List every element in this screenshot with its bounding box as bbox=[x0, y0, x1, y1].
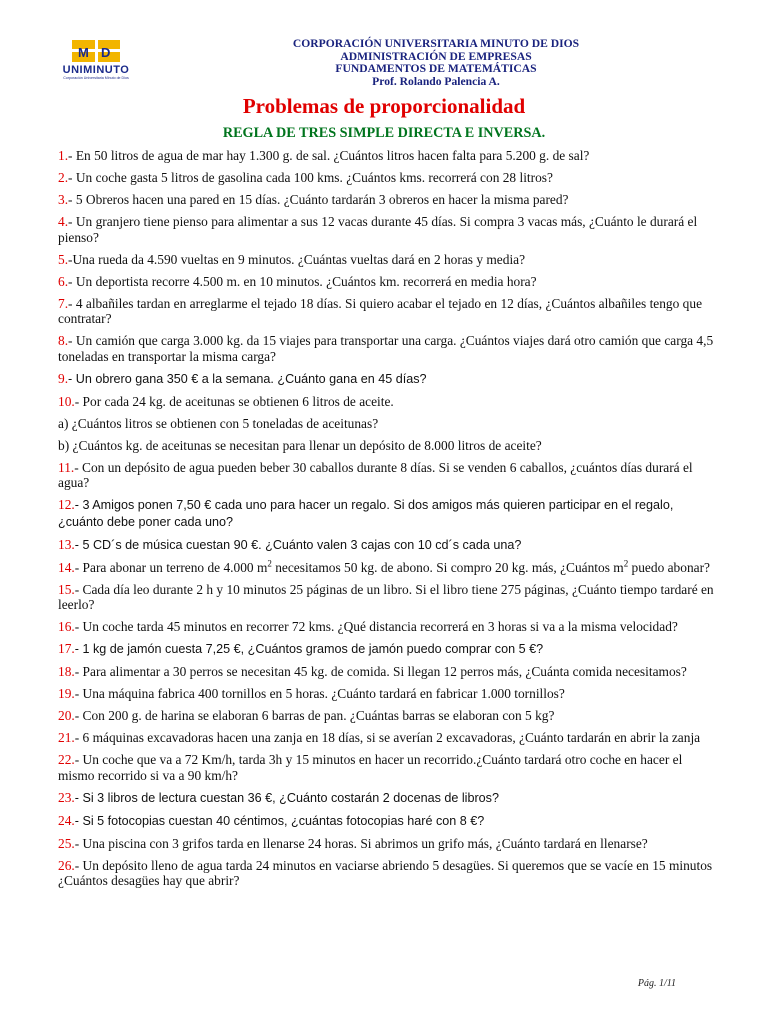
problem-number: 25. bbox=[58, 835, 75, 851]
problem-text: - Un coche tarda 45 minutos en recorrer 72 kms. ¿Qué distancia recorrerá en 3 horas si va a la misma velocidad? bbox=[74, 619, 678, 635]
problem-text: - Por cada 24 kg. de aceitunas se obtienen 6 litros de aceite. bbox=[74, 393, 394, 409]
problem-text: - Una máquina fabrica 400 tornillos en 5 horas. ¿Cuánto tardará en fabricar 1.000 tornillos? bbox=[74, 686, 565, 702]
problem-6 bbox=[58, 274, 722, 290]
problem-10-part-a: a) ¿Cuántos litros se obtienen con 5 toneladas de aceitunas? bbox=[58, 415, 379, 431]
problem-23 bbox=[58, 790, 722, 807]
problem-text: - 6 máquinas excavadoras hacen una zanja en 18 días, si se averían 2 excavadoras, ¿Cuánto tardarán en abrir la zanja bbox=[74, 730, 701, 746]
problem-number: 20. bbox=[58, 708, 75, 724]
problem-text: - En 50 litros de agua de mar hay 1.300 g. de sal. ¿Cuántos litros hacen falta para 5.200 g. de sal? bbox=[68, 148, 590, 163]
problem-14 bbox=[58, 560, 722, 576]
header-program: ADMINISTRACIÓN DE EMPRESAS bbox=[340, 49, 532, 63]
problem-8 bbox=[58, 333, 722, 364]
problem-number: 19. bbox=[58, 686, 75, 702]
problem-19 bbox=[58, 686, 722, 702]
svg-text:D: D bbox=[101, 45, 111, 60]
header-course: FUNDAMENTOS DE MATEMÁTICAS bbox=[335, 62, 537, 76]
problem-number: 10. bbox=[58, 393, 75, 409]
page-title: Problemas de proporcionalidad bbox=[242, 94, 526, 118]
problem-number: 6. bbox=[58, 273, 69, 289]
problem-20 bbox=[58, 708, 722, 724]
problem-number: 16. bbox=[58, 619, 75, 635]
problem-16 bbox=[58, 619, 722, 635]
page-number: Pág. 1/11 bbox=[637, 978, 676, 989]
problem-21 bbox=[58, 730, 722, 746]
problem-text-part: necesitamos 50 kg. de abono. Si compro 20 kg. más, ¿Cuántos m bbox=[271, 559, 624, 575]
problem-number: 18. bbox=[58, 664, 75, 680]
problem-2 bbox=[58, 170, 722, 186]
problem-text: - 5 CD´s de música cuestan 90 €. ¿Cuánto valen 3 cajas con 10 cd´s cada una? bbox=[74, 537, 522, 552]
problem-10 bbox=[58, 394, 722, 410]
problem-text: - Un camión que carga 3.000 kg. da 15 viajes para transportar una carga. ¿Cuántos viajes dará otro camión que carga 4,5 toneladas en transportar la misma carga? bbox=[58, 333, 714, 364]
problem-1 bbox=[58, 148, 722, 164]
problem-text-part: puedo abonar? bbox=[628, 559, 710, 575]
problem-number: 13. bbox=[58, 536, 75, 552]
problem-number: 21. bbox=[58, 730, 75, 746]
problem-text-part: - Para abonar un terreno de 4.000 m bbox=[74, 559, 268, 575]
problem-15 bbox=[58, 582, 722, 613]
svg-text:M: M bbox=[78, 45, 89, 60]
problem-25 bbox=[58, 836, 722, 852]
superscript: 2 bbox=[623, 558, 629, 569]
problem-number: 24. bbox=[58, 812, 75, 828]
problem-text: - Un coche que va a 72 Km/h, tarda 3h y 15 minutos en hacer un recorrido.¿Cuánto tardará otro coche en hacer el mismo recorrido si va a 90 km/h? bbox=[58, 752, 683, 783]
document-header bbox=[0, 38, 768, 88]
problem-text: - 3 Amigos ponen 7,50 € cada uno para hacer un regalo. Si dos amigos más quieren participar en el regalo, ¿cuánto debe poner cada uno? bbox=[58, 498, 674, 529]
problem-text: -Una rueda da 4.590 vueltas en 9 minutos. ¿Cuántas vueltas dará en 2 horas y media? bbox=[68, 251, 526, 267]
problem-text: - 4 albañiles tardan en arreglarme el tejado 18 días. Si quiero acabar el tejado en 12 días, ¿Cuántos albañiles tengo que contratar? bbox=[58, 295, 703, 327]
logo-subtext: Corporación Universitaria Minuto de Dios bbox=[63, 76, 129, 80]
problem-number: 7. bbox=[58, 295, 69, 311]
problem-10-part-b: b) ¿Cuántos kg. de aceitunas se necesitan para llenar un depósito de 8.000 litros de aceite? bbox=[58, 437, 542, 453]
header-professor: Prof. Rolando Palencia A. bbox=[372, 74, 500, 88]
problem-11 bbox=[58, 460, 722, 491]
problem-text: - Un granjero tiene pienso para alimentar a sus 12 vacas durante 45 días. Si compra 3 vacas más, ¿Cuánto le durará el pienso? bbox=[58, 213, 698, 245]
problem-3 bbox=[58, 192, 722, 208]
problem-text: - Con un depósito de agua pueden beber 30 caballos durante 8 días. Si se venden 6 caballos, ¿cuántos días durará el agua? bbox=[58, 459, 693, 491]
problem-text: - Un depósito lleno de agua tarda 24 minutos en vaciarse abriendo 5 desagües. Si queremos que se vacíe en 15 minutos ¿Cuántos desagües hay que abrir? bbox=[58, 857, 713, 889]
problem-18 bbox=[58, 664, 722, 680]
problem-number: 3. bbox=[58, 191, 69, 207]
page-subtitle: REGLA DE TRES SIMPLE DIRECTA E INVERSA. bbox=[222, 125, 546, 141]
superscript: 2 bbox=[267, 558, 272, 569]
problem-4 bbox=[58, 214, 722, 245]
header-institution: CORPORACIÓN UNIVERSITARIA MINUTO DE DIOS bbox=[292, 37, 580, 50]
problem-number: 1. bbox=[58, 148, 69, 163]
problem-number: 23. bbox=[58, 789, 75, 805]
problem-list bbox=[58, 148, 722, 895]
problem-12 bbox=[58, 497, 722, 530]
problem-5 bbox=[58, 252, 722, 268]
problem-text: - Si 5 fotocopias cuestan 40 céntimos, ¿cuántas fotocopias haré con 8 €? bbox=[74, 813, 485, 828]
problem-24 bbox=[58, 813, 722, 830]
problem-7 bbox=[58, 296, 722, 327]
logo-wordmark: UNIMINUTO bbox=[62, 64, 130, 76]
problem-number: 26. bbox=[58, 857, 75, 873]
problem-text: - 5 Obreros hacen una pared en 15 días. ¿Cuánto tardarán 3 obreros en hacer la misma pared? bbox=[68, 191, 569, 207]
problem-26 bbox=[58, 858, 722, 889]
problem-text: - Un deportista recorre 4.500 m. en 10 minutos. ¿Cuántos km. recorrerá en media hora? bbox=[68, 273, 537, 289]
problem-text: - 1 kg de jamón cuesta 7,25 €, ¿Cuántos gramos de jamón puedo comprar con 5 €? bbox=[74, 642, 544, 657]
problem-text: - Un coche gasta 5 litros de gasolina cada 100 kms. ¿Cuántos kms. recorrerá con 28 litros? bbox=[68, 169, 553, 185]
problem-number: 4. bbox=[58, 213, 69, 229]
problem-number: 12. bbox=[58, 497, 75, 513]
problem-text: - Si 3 libros de lectura cuestan 36 €, ¿Cuánto costarán 2 docenas de libros? bbox=[74, 790, 499, 805]
problem-number: 8. bbox=[58, 333, 69, 349]
problem-text: - Un obrero gana 350 € a la semana. ¿Cuánto gana en 45 días? bbox=[68, 371, 427, 386]
problem-number: 14. bbox=[58, 559, 75, 575]
problem-9 bbox=[58, 371, 722, 388]
problem-text: - Una piscina con 3 grifos tarda en llenarse 24 horas. Si abrimos un grifo más, ¿Cuánto tardará en llenarse? bbox=[74, 835, 648, 851]
problem-22 bbox=[58, 752, 722, 783]
problem-text: - Cada día leo durante 2 h y 10 minutos 25 páginas de un libro. Si el libro tiene 275 páginas, ¿Cuánto tiempo tardaré en leerlo? bbox=[58, 581, 714, 613]
problem-text: - Para alimentar a 30 perros se necesitan 45 kg. de comida. Si llegan 12 perros más, ¿Cuánta comida necesitamos? bbox=[74, 664, 687, 680]
problem-number: 15. bbox=[58, 581, 75, 597]
problem-number: 22. bbox=[58, 752, 75, 768]
problem-number: 11. bbox=[58, 459, 75, 475]
problem-17 bbox=[58, 641, 722, 658]
problem-number: 2. bbox=[58, 169, 69, 185]
problem-number: 17. bbox=[58, 641, 75, 657]
problem-13 bbox=[58, 537, 722, 554]
problem-number: 9. bbox=[58, 370, 69, 386]
problem-text: - Con 200 g. de harina se elaboran 6 barras de pan. ¿Cuántas barras se elaboran con 5 kg? bbox=[74, 708, 555, 724]
problem-number: 5. bbox=[58, 251, 69, 267]
